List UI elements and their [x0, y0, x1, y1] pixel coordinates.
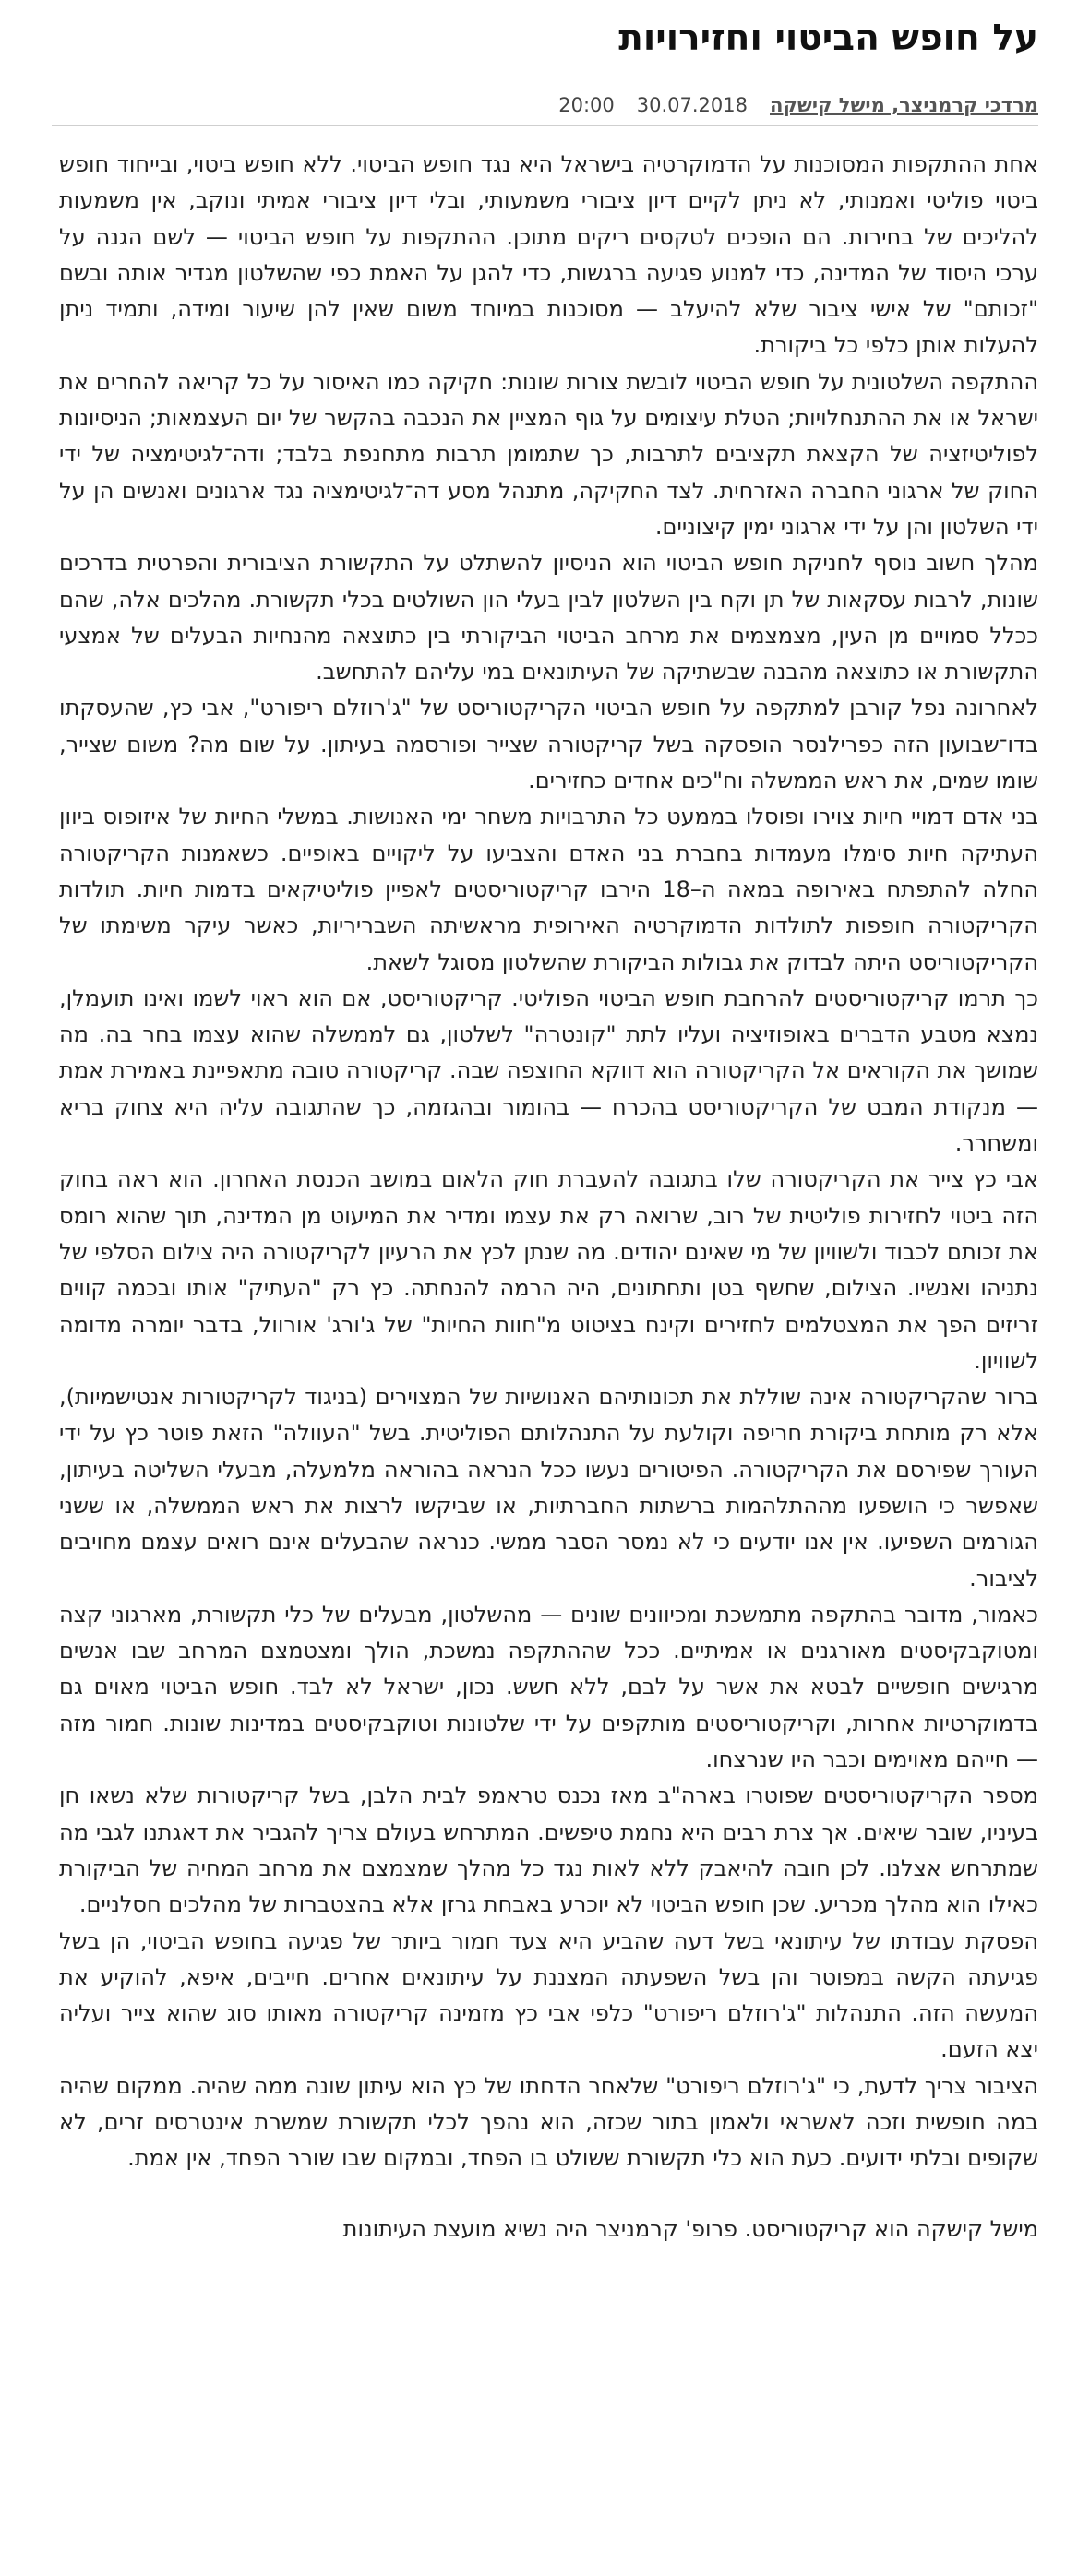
article-paragraph: אחת ההתקפות המסוכנות על הדמוקרטיה בישראל היא נגד חופש הביטוי. ללא חופש ביטוי, ובייחוד חופש ביטוי פוליטי ואמנותי, לא ניתן לקיים דיון ציבורי משמעותי, ובלי דיון ציבורי אמיתי ונוקב, אין משמעות להליכים של בחירות. הם הופכים לטקסים ריקים מתוכן. ההתקפות על חופש הביטוי — לשם הגנה על ערכי היסוד של המדינה, כדי למנוע פגיעה ברגשות, כדי להגן על האמת כפי שהשלטון מגדיר אותה ובשם "זכותם" של אישי ציבור שלא להיעלב — מסוכנות במיוחד משום שאין להן שיעור ומידה, ותמיד ניתן להעלות אותן כלפי כל ביקורת.: [59, 151, 1038, 359]
article-paragraph: אבי כץ צייר את הקריקטורה שלו בתגובה להעברת חוק הלאום במושב הכנסת האחרון. הוא ראה בחוק הזה ביטוי לחזירות פוליטית של רוב, שרואה רק את עצמו ומדיר את המיעוט מן המדינה, תוך שהוא רומס את זכותם לכבוד ולשוויון של מי שאינם יהודים. מה שנתן לכץ את הרעיון לקריקטורה היה צילום הסלפי של נתניהו ואנשיו. הצילום, שחשף בטן ותחתונים, היה הרמה להנחתה. כץ רק "העתיק" אותו ובכמה קווים זריזים הפך את המצטלמים לחזירים וקינח בציטוט מ"חוות החיות" של ג'ורג' אורוול, בדבר יומרה מדומה לשוויון.: [59, 1166, 1038, 1374]
article-paragraph: הפסקת עבודתו של עיתונאי בשל דעה שהביע היא צעד חמור ביותר של פגיעה בחופש הביטוי, הן בשל פגיעתה הקשה במפוטר והן בשל השפעתה המצננת על עיתונאים אחרים. חייבים, איפא, להוקיע את המעשה הזה. התנהלות "ג'רוזלם ריפורט" כלפי אבי כץ מזמינה קריקטורה מאותו סוג שהוא צייר ועליה יצא הזעם.: [59, 1927, 1038, 2063]
article-title: על חופש הביטוי וחזירויות: [618, 18, 1038, 59]
article-paragraph: ההתקפה השלטונית על חופש הביטוי לובשת צורות שונות: חקיקה כמו האיסור על כל קריאה להחרים את ישראל או את ההתנחלויות; הטלת עיצומים על גוף המציין את הנכבה בהקשר של יום העצמאות; הניסיונות לפוליטיזציה של הקצאת תקציבים לתרבות, כך שתמומן תרבות מתחנפת בלבד; ודה־לגיטימציה של ידי החוק של ארגוני החברה האזרחית. לצד החקיקה, מתנהל מסע דה־לגיטימציה נגד ארגונים ואנשים הן על ידי השלטון והן על ידי ארגוני ימין קיצוניים.: [59, 368, 1038, 540]
article-paragraph: לאחרונה נפל קורבן למתקפה על חופש הביטוי הקריקטוריסט של "ג'רוזלם ריפורט", אבי כץ, שהעסקתו בדו־שבועון הזה כפרילנסר הופסקה בשל קריקטורה שצייר ופורסמה בעיתון. על שום מה? משום שצייר, שומו שמים, את ראש הממשלה וח"כים אחדים כחזירים.: [59, 695, 1038, 794]
article-paragraph: ברור שהקריקטורה אינה שוללת את תכונותיהם האנושיות של המצוירים (בניגוד לקריקטורות אנטישמיות), אלא רק מותחת ביקורת חריפה וקולעת על התנהלותם הפוליטית. בשל "העוולה" הזאת פוטר כץ על ידי העורך שפירסם את הקריקטורה. הפיטורים נעשו ככל הנראה בהוראה מלמעלה, מבעלי השליטה בעיתון, שאפשר כי הושפעו מההתלהמות ברשתות החברתיות, או שביקשו לרצות את ראש הממשלה, או ששני הגורמים השפיעו. אין אנו יודעים כי לא נמסר הסבר ממשי. כנראה שהבעלים אינם רואים עצמם מחויבים לציבור.: [59, 1384, 1038, 1592]
article-paragraph: מהלך חשוב נוסף לחניקת חופש הביטוי הוא הניסיון להשתלט על התקשורת הציבורית והפרטית בדרכים שונות, לרבות עסקאות של תן וקח בין השלטון לבין בעלי הון השולטים בכלי תקשורת. מהלכים אלה, שהם ככלל סמויים מן העין, מצמצמים את מרחב הביטוי הביקורתי בין כתוצאה מהנחיות הבעלים של אמצעי התקשורת או כתוצאה מהבנה שבשתיקה של העיתונאים במי עליהם להתחשב.: [59, 550, 1038, 686]
publish-time: 20:00: [558, 94, 615, 116]
publish-date: 30.07.2018: [636, 94, 748, 116]
article-paragraph: מספר הקריקטוריסטים שפוטרו בארה"ב מאז נכנס טראמפ לבית הלבן, בשל קריקטורות שלא נשאו חן בעיניו, שובר שיאים. אך צרת רבים היא נחמת טיפשים. המתרחש בעולם צריך להגביר את דאגתנו לגבי מה שמתרחש אצלנו. לכן חובה להיאבק ללא לאות נגד כל מהלך שמצמצם את מרחב המחיה של הביקורת כאילו הוא מהלך מכריע. שכן חופש הביטוי לא יוכרע באבחת גרזן אלא בהצטברות של מהלכים חסלניים.: [59, 1783, 1038, 1918]
article-page: [52, 0, 1038, 2246]
byline-divider: [52, 125, 1038, 126]
article-paragraph: בני אדם דמויי חיות צוירו ופוסלו בממעט כל התרבויות משחר ימי האנושות. במשלי החיות של איזופוס ביוון העתיקה חיות סימלו מעמדות בחברת בני האדם והצביעו על ליקויים באופיים. כשאמנות הקריקטורה החלה להתפתח באירופה במאה ה–18 הירבו קריקטוריסטים לאפיין פוליטיקאים בדמות חיות. תולדות הקריקטורה חופפות לתולדות הדמוקרטיה האירופית מראשיתה השבריריות, כאשר עיקר משימתו של הקריקטוריסט היתה לבדוק את גבולות הביקורת שהשלטון מסוגל לשאת.: [59, 804, 1038, 975]
author-footnote: מישל קישקה הוא קריקטוריסט. פרופ' קרמניצר היה נשיא מועצת העיתונות: [342, 2215, 1038, 2242]
author-link[interactable]: מרדכי קרמניצר, מישל קישקה: [770, 94, 1038, 116]
article-paragraph: כאמור, מדובר בהתקפה מתמשכת ומכיוונים שונים — מהשלטון, מבעלים של כלי תקשורת, מארגוני קצה ומטוקבקיסטים מאורגנים או אמיתיים. ככל שההתקפה נמשכת, הולך ומצטמצם המרחב שבו אנשים מרגישים חופשיים לבטא את אשר על לבם, ללא חשש. נכון, ישראל לא לבד. חופש הביטוי מאוים גם בדמוקרטיות אחרות, וקריקטוריסטים מותקפים על ידי שלטונות וטוקבקיסטים במדינות שונות. חמור מזה — חייהם מאוימים וכבר היו שנרצחו.: [59, 1601, 1038, 1773]
article-paragraph: כך תרמו קריקטוריסטים להרחבת חופש הביטוי הפוליטי. קריקטוריסט, אם הוא ראוי לשמו ואינו תועמלן, נמצא מטבע הדברים באופוזיציה ועליו לתת "קונטרה" לשלטון, גם לממשלה שהוא עצמו בחר בה. מה שמושך את הקוראים אל הקריקטורה הוא דווקא החוצפה שבה. קריקטורה טובה מתאפיינת באמירת אמת — מנקודת המבט של הקריקטוריסט בהכרח — בהומור ובהגזמה, כך שהתגובה עליה היא צחוק בריא ומשחרר.: [59, 984, 1038, 1157]
byline: [52, 92, 1038, 118]
article-body: [52, 147, 1038, 2177]
article-paragraph: הציבור צריך לדעת, כי "ג'רוזלם ריפורט" שלאחר הדחתו של כץ הוא עיתון שונה ממה שהיה. ממקום שהיה במה חופשית וזכה לאשראי ולאמון בתור שכזה, הוא נהפך לכלי תקשורת שמשרת אינטרסים זרים, לא שקופים ובלתי ידועים. כעת הוא כלי תקשורת ששולט בו הפחד, ובמקום שבו שורר הפחד, אין אמת.: [59, 2072, 1038, 2172]
